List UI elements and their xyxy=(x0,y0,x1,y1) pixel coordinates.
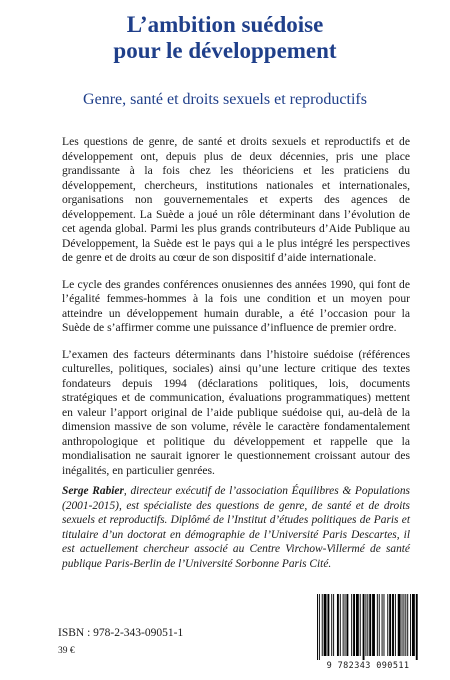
barcode xyxy=(314,594,420,664)
price: 39 € xyxy=(58,646,75,656)
title-line-1: L’ambition suédoise xyxy=(126,12,324,37)
summary-paragraph-3: L’examen des facteurs déterminants dans l’histoire suédoise (références culturelles, politiques, sociales) ainsi qu’une lecture critique des textes fondateurs depuis 1994 (déclarations politiques, lois, documents stratégiques et de communication, évaluations programmatiques) mettent en valeur l’apport original de l’aide publique suédoise qui, au-delà de la dimension massive de son volume, révèle le caractère fondamentalement anthropologique et politique du développement et rappelle que la mondialisation ne saurait ignorer le questionnement croissant autour des inégalités, en particulier genrées. xyxy=(62,347,410,477)
author-bio-text: , directeur exécutif de l’association Équilibres & Populations (2001-2015), est spécialiste des questions de genre, de santé et de droits sexuels et reproductifs. Diplômé de l’Institut d’études politiques de Paris et titulaire d’un doctorat en démographie de l’Université Paris Descartes, il est actuellement chercheur associé au Centre Virchow-Villermé de santé publique Paris-Berlin de l’Université Sorbonne Paris Cité. xyxy=(62,485,410,570)
barcode-digits: 9 782343 090511 xyxy=(326,661,410,671)
book-subtitle: Genre, santé et droits sexuels et reproductifs xyxy=(83,91,367,108)
barcode-bars xyxy=(314,594,420,660)
author-name: Serge Rabier xyxy=(62,485,124,497)
summary-paragraph-2: Le cycle des grandes conférences onusiennes des années 1990, qui font de l’égalité femmes-hommes à la fois une condition et un moyen pour atteindre un développement humain durable, a été l’occasion pour la Suède de s’affirmer comme une puissance d’influence de premier ordre. xyxy=(62,277,410,334)
book-title xyxy=(0,12,450,64)
title-line-2: pour le développement xyxy=(113,38,337,63)
author-bio xyxy=(62,484,410,571)
isbn: ISBN : 978-2-343-09051-1 xyxy=(58,627,184,639)
summary-paragraph-1: Les questions de genre, de santé et droits sexuels et reproductifs et de développement ont, depuis plus de deux décennies, pris une place grandissante à la fois chez les théoriciens et les praticiens du développement, chercheurs, institutions nationales et internationales, organisations non gouvernementales et experts des agences de développement. La Suède a joué un rôle déterminant dans l’évolution de cet agenda global. Parmi les plus grands contributeurs d’Aide Publique au Développement, la Suède est le pays qui a le plus intégré les perspectives de genre et de droits au cœur de son dispositif d’aide internationale. xyxy=(62,135,410,264)
summary-text xyxy=(62,135,410,490)
